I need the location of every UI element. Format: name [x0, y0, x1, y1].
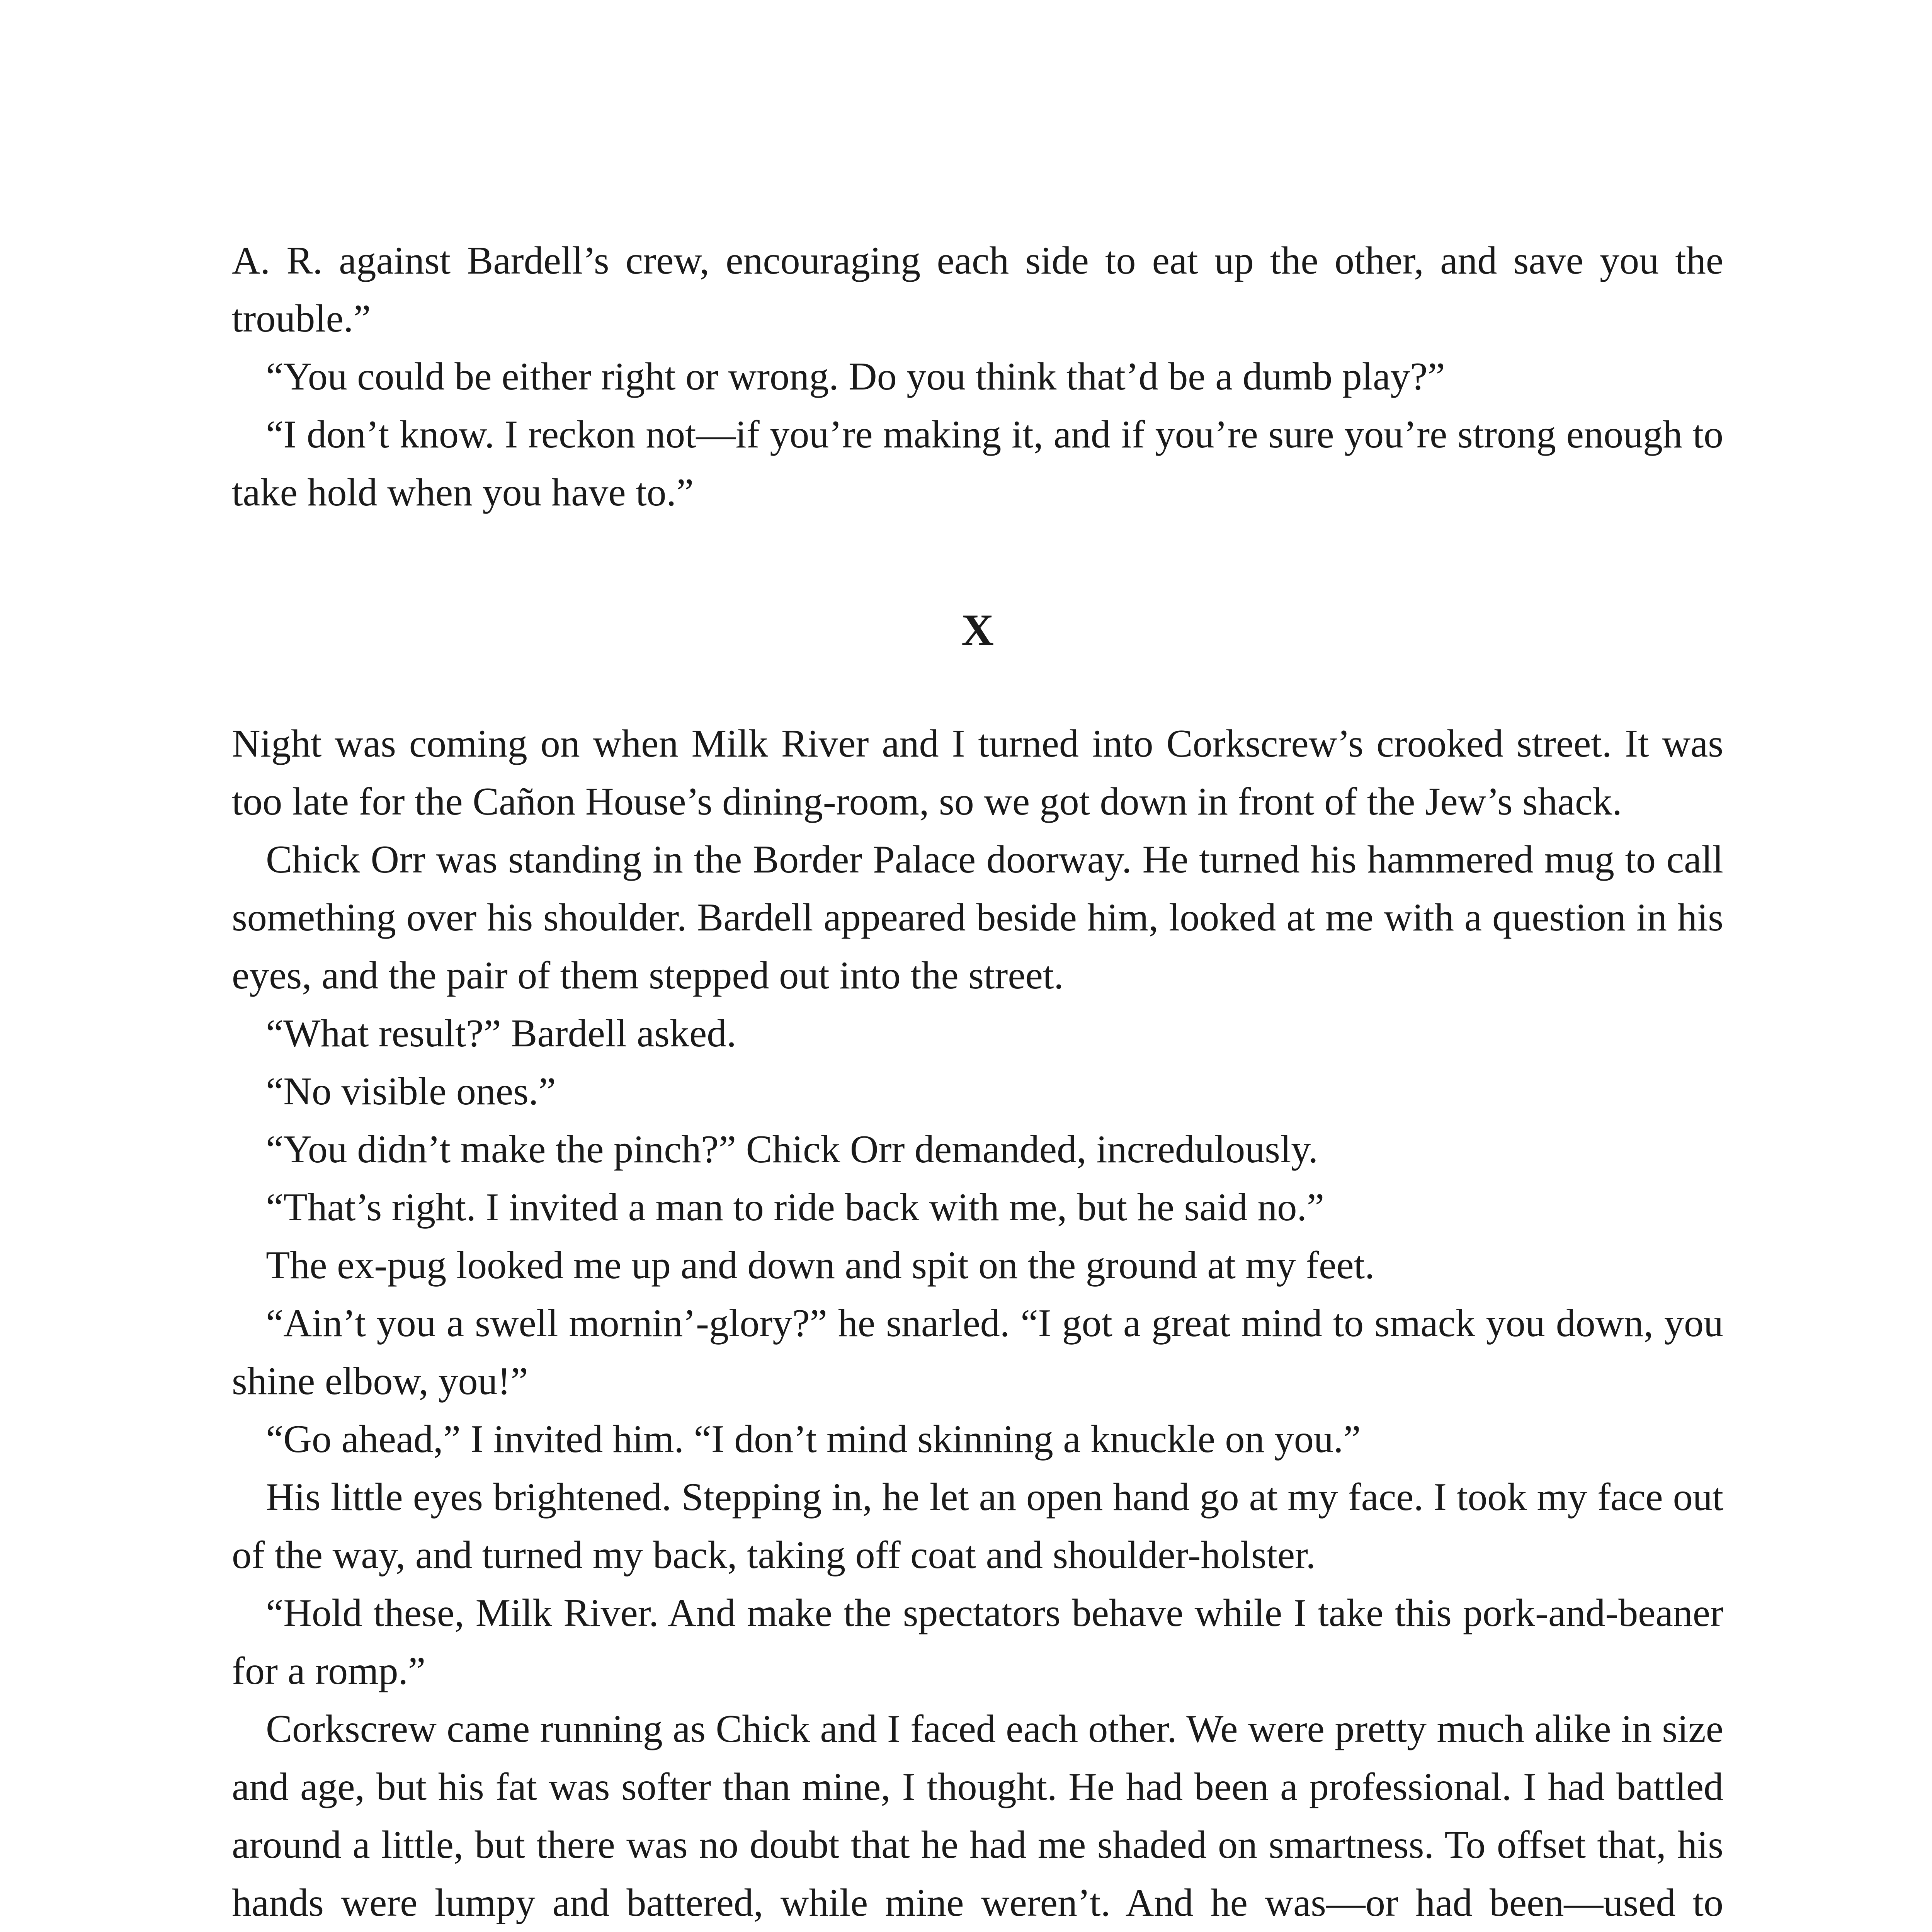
paragraph: “What result?” Bardell asked. — [266, 1012, 736, 1055]
chapter-text — [232, 715, 1723, 1932]
paragraph: Corkscrew came running as Chick and I faced each other. We were pretty much alike in size and age, but his fat was softer than mine, I thought. He had been a professional. I had battled around a little, but there was no doubt that he had me shaded on smartness. To offset that, his hands were lumpy and battered, while mine weren’t. And he was—or had been—used to — [232, 1707, 1723, 1925]
paragraph: “You didn’t make the pinch?” Chick Orr demanded, incredulously. — [266, 1128, 1318, 1171]
paragraph: “Hold these, Milk River. And make the spectators behave while I take this pork-and-beaner for a romp.” — [232, 1591, 1723, 1693]
paragraph: A. R. against Bardell’s crew, encouraging each side to eat up the other, and save you the trouble.” — [232, 239, 1723, 340]
paragraph: “That’s right. I invited a man to ride back with me, but he said no.” — [266, 1185, 1325, 1229]
paragraph: “I don’t know. I reckon not—if you’re making it, and if you’re sure you’re strong enough to take hold when you have to.” — [232, 413, 1723, 514]
paragraph: The ex-pug looked me up and down and spit on the ground at my feet. — [266, 1243, 1375, 1287]
chapter-heading: X — [961, 605, 994, 655]
paragraph: Night was coming on when Milk River and I turned into Corkscrew’s crooked street. It was too late for the Cañon House’s dining-room, so we got down in front of the Jew’s shack. — [232, 722, 1723, 823]
paragraph: “No visible ones.” — [266, 1070, 556, 1113]
paragraph: “Go ahead,” I invited him. “I don’t mind skinning a knuckle on you.” — [266, 1417, 1361, 1461]
paragraph: His little eyes brightened. Stepping in, he let an open hand go at my face. I took my face out of the way, and turned my back, taking off coat and shoulder-holster. — [232, 1475, 1723, 1577]
paragraph: “Ain’t you a swell mornin’-glory?” he snarled. “I got a great mind to smack you down, you shine elbow, you!” — [232, 1301, 1723, 1403]
paragraph: Chick Orr was standing in the Border Palace doorway. He turned his hammered mug to call something over his shoulder. Bardell appeared beside him, looked at me with a question in his eyes, and the pair of them stepped out into the street. — [232, 838, 1723, 997]
continuation-text — [232, 232, 1723, 522]
paragraph: “You could be either right or wrong. Do you think that’d be a dumb play?” — [266, 355, 1445, 398]
